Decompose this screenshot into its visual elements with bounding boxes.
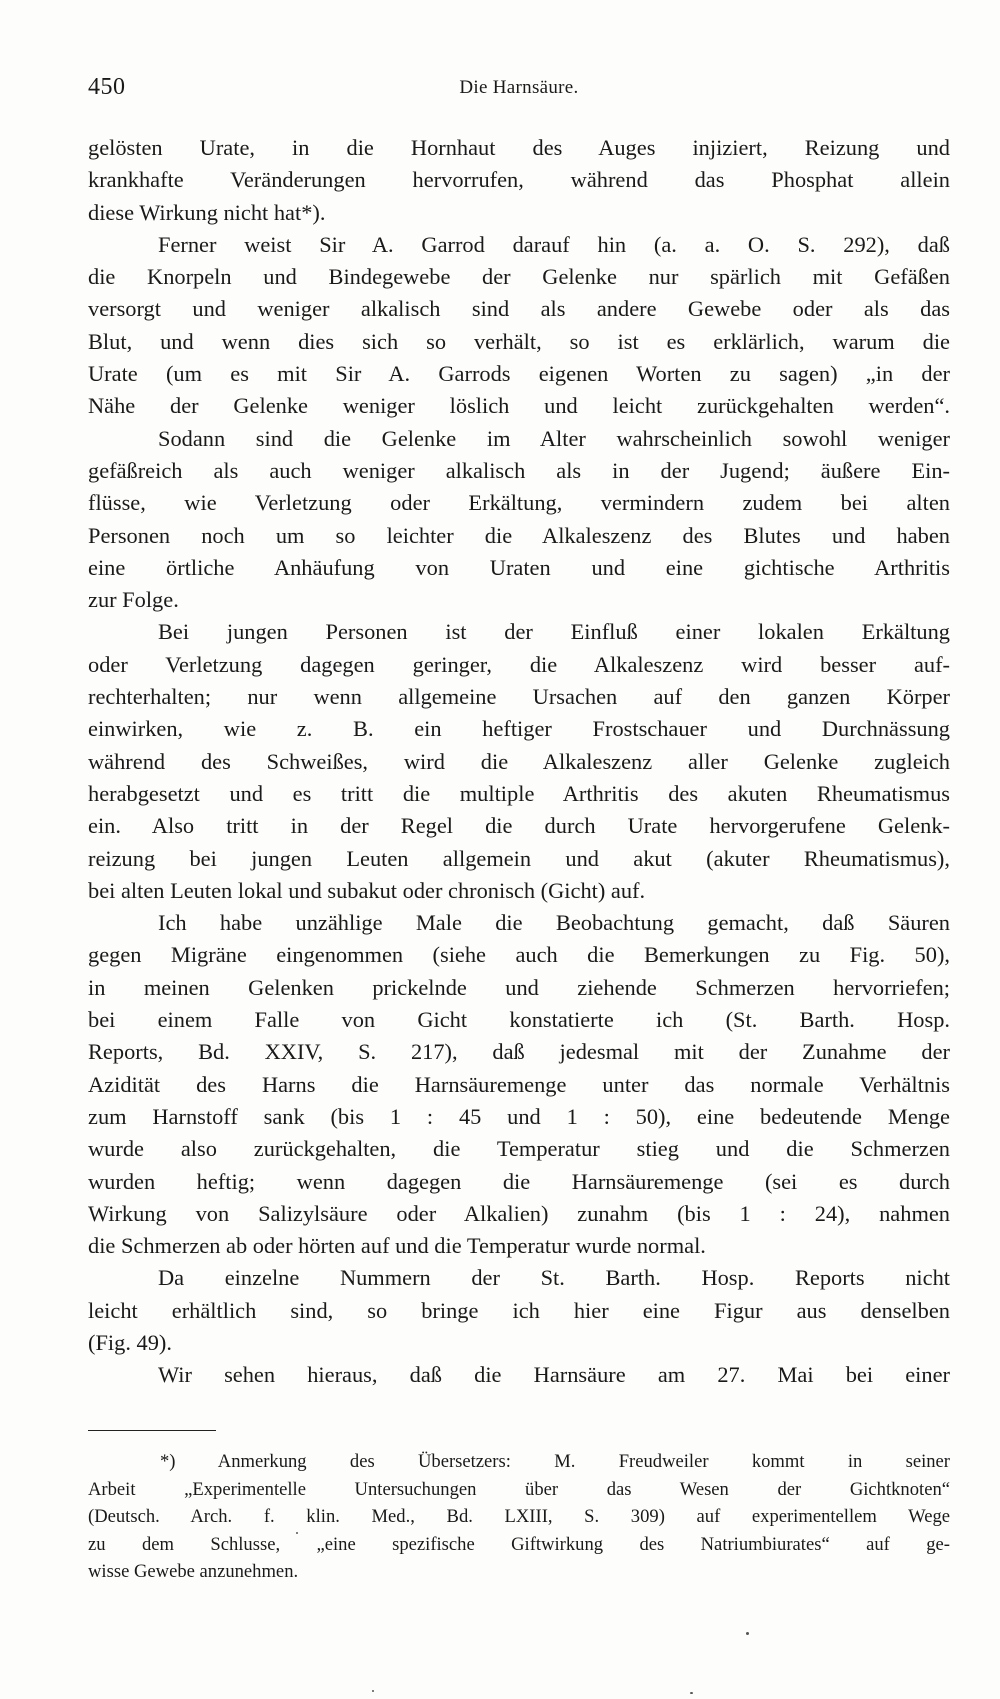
text-line: rechterhalten; nur wenn allgemeine Ursachen auf den ganzen Körper <box>88 684 950 710</box>
main-text <box>88 132 950 1392</box>
text-line: herabgesetzt und es tritt die multiple Arthritis des akuten Rheumatismus <box>88 780 950 806</box>
scan-speck <box>296 1532 298 1534</box>
text-line: bei einem Falle von Gicht konstatierte ich (St. Barth. Hosp. <box>88 1007 950 1033</box>
scan-speck <box>746 1632 749 1635</box>
text-line: Blut, und wenn dies sich so verhält, so ist es erklärlich, warum die <box>88 328 950 354</box>
text-line: Reports, Bd. XXIV, S. 217), daß jedesmal mit der Zunahme der <box>88 1039 950 1065</box>
footnote-line: (Deutsch. Arch. f. klin. Med., Bd. LXIII, S. 309) auf experimentellem Wege <box>88 1506 950 1527</box>
page-number: 450 <box>88 74 126 100</box>
text-line: oder Verletzung dagegen geringer, die Alkaleszenz wird besser auf- <box>88 651 950 677</box>
footnote-line: *) Anmerkung des Übersetzers: M. Freudweiler kommt in seiner <box>160 1451 950 1472</box>
text-line: eine örtliche Anhäufung von Uraten und eine gichtische Arthritis <box>88 554 950 580</box>
text-line: versorgt und weniger alkalisch sind als andere Gewebe oder als das <box>88 296 950 322</box>
footnote-line: Arbeit „Experimentelle Untersuchungen über das Wesen der Gichtknoten“ <box>88 1478 950 1500</box>
text-line: Nähe der Gelenke weniger löslich und leicht zurückgehalten werden“. <box>88 393 950 419</box>
text-line: Bei jungen Personen ist der Einfluß einer lokalen Erkältung <box>158 619 950 645</box>
text-line: während des Schweißes, wird die Alkaleszenz aller Gelenke zugleich <box>88 748 950 774</box>
text-line: Da einzelne Nummern der St. Barth. Hosp. Reports nicht <box>158 1265 950 1291</box>
text-line: Azidität des Harns die Harnsäuremenge unter das normale Verhältnis <box>88 1071 950 1097</box>
text-line: bei alten Leuten lokal und subakut oder chronisch (Gicht) auf. <box>88 877 646 903</box>
text-line: in meinen Gelenken prickelnde und ziehende Schmerzen hervorriefen; <box>88 974 950 1000</box>
text-line: einwirken, wie z. B. ein heftiger Frostschauer und Durchnässung <box>88 716 950 742</box>
text-line: Ich habe unzählige Male die Beobachtung gemacht, daß Säuren <box>158 910 950 936</box>
scan-speck <box>690 1692 693 1694</box>
text-line: krankhafte Veränderungen hervorrufen, während das Phosphat allein <box>88 167 950 193</box>
text-line: zum Harnstoff sank (bis 1 : 45 und 1 : 50), eine bedeutende Menge <box>88 1103 950 1129</box>
text-line: flüsse, wie Verletzung oder Erkältung, vermindern zudem bei alten <box>88 490 950 516</box>
footnote-line: wisse Gewebe anzunehmen. <box>88 1561 299 1582</box>
text-line: (Fig. 49). <box>88 1329 172 1355</box>
running-title: Die Harnsäure. <box>459 77 579 98</box>
text-line: gegen Migräne eingenommen (siehe auch die Bemerkungen zu Fig. 50), <box>88 942 950 968</box>
text-line: diese Wirkung nicht hat*). <box>88 199 326 225</box>
text-line: Wirkung von Salizylsäure oder Alkalien) zunahm (bis 1 : 24), nahmen <box>88 1200 950 1226</box>
scan-speck <box>372 1690 374 1692</box>
text-line: die Knorpeln und Bindegewebe der Gelenke nur spärlich mit Gefäßen <box>88 264 950 290</box>
text-line: Ferner weist Sir A. Garrod darauf hin (a. a. O. S. 292), daß <box>158 231 950 257</box>
text-line: reizung bei jungen Leuten allgemein und akut (akuter Rheumatismus), <box>88 845 950 871</box>
text-line: Urate (um es mit Sir A. Garrods eigenen Worten zu sagen) „in der <box>88 361 950 387</box>
text-line: wurden heftig; wenn dagegen die Harnsäuremenge (sei es durch <box>88 1168 950 1194</box>
footnote <box>88 1448 950 1586</box>
text-line: ein. Also tritt in der Regel die durch Urate hervorgerufene Gelenk- <box>88 813 950 839</box>
footnote-line: zu dem Schlusse, „eine spezifische Giftwirkung des Natriumbiurates“ auf ge- <box>88 1533 950 1555</box>
text-line: Sodann sind die Gelenke im Alter wahrscheinlich sowohl weniger <box>158 425 950 451</box>
text-line: gelösten Urate, in die Hornhaut des Auges injiziert, Reizung und <box>88 135 950 160</box>
text-line: Personen noch um so leichter die Alkaleszenz des Blutes und haben <box>88 522 950 548</box>
footnote-divider <box>88 1430 216 1431</box>
text-line: Wir sehen hieraus, daß die Harnsäure am 27. Mai bei einer <box>158 1362 950 1388</box>
page-header <box>88 74 950 104</box>
text-line: zur Folge. <box>88 587 179 613</box>
text-line: leicht erhältlich sind, so bringe ich hier eine Figur aus denselben <box>88 1297 950 1323</box>
text-line: gefäßreich als auch weniger alkalisch als in der Jugend; äußere Ein- <box>88 457 950 483</box>
text-line: die Schmerzen ab oder hörten auf und die Temperatur wurde normal. <box>88 1233 706 1259</box>
text-line: wurde also zurückgehalten, die Temperatur stieg und die Schmerzen <box>88 1136 950 1162</box>
